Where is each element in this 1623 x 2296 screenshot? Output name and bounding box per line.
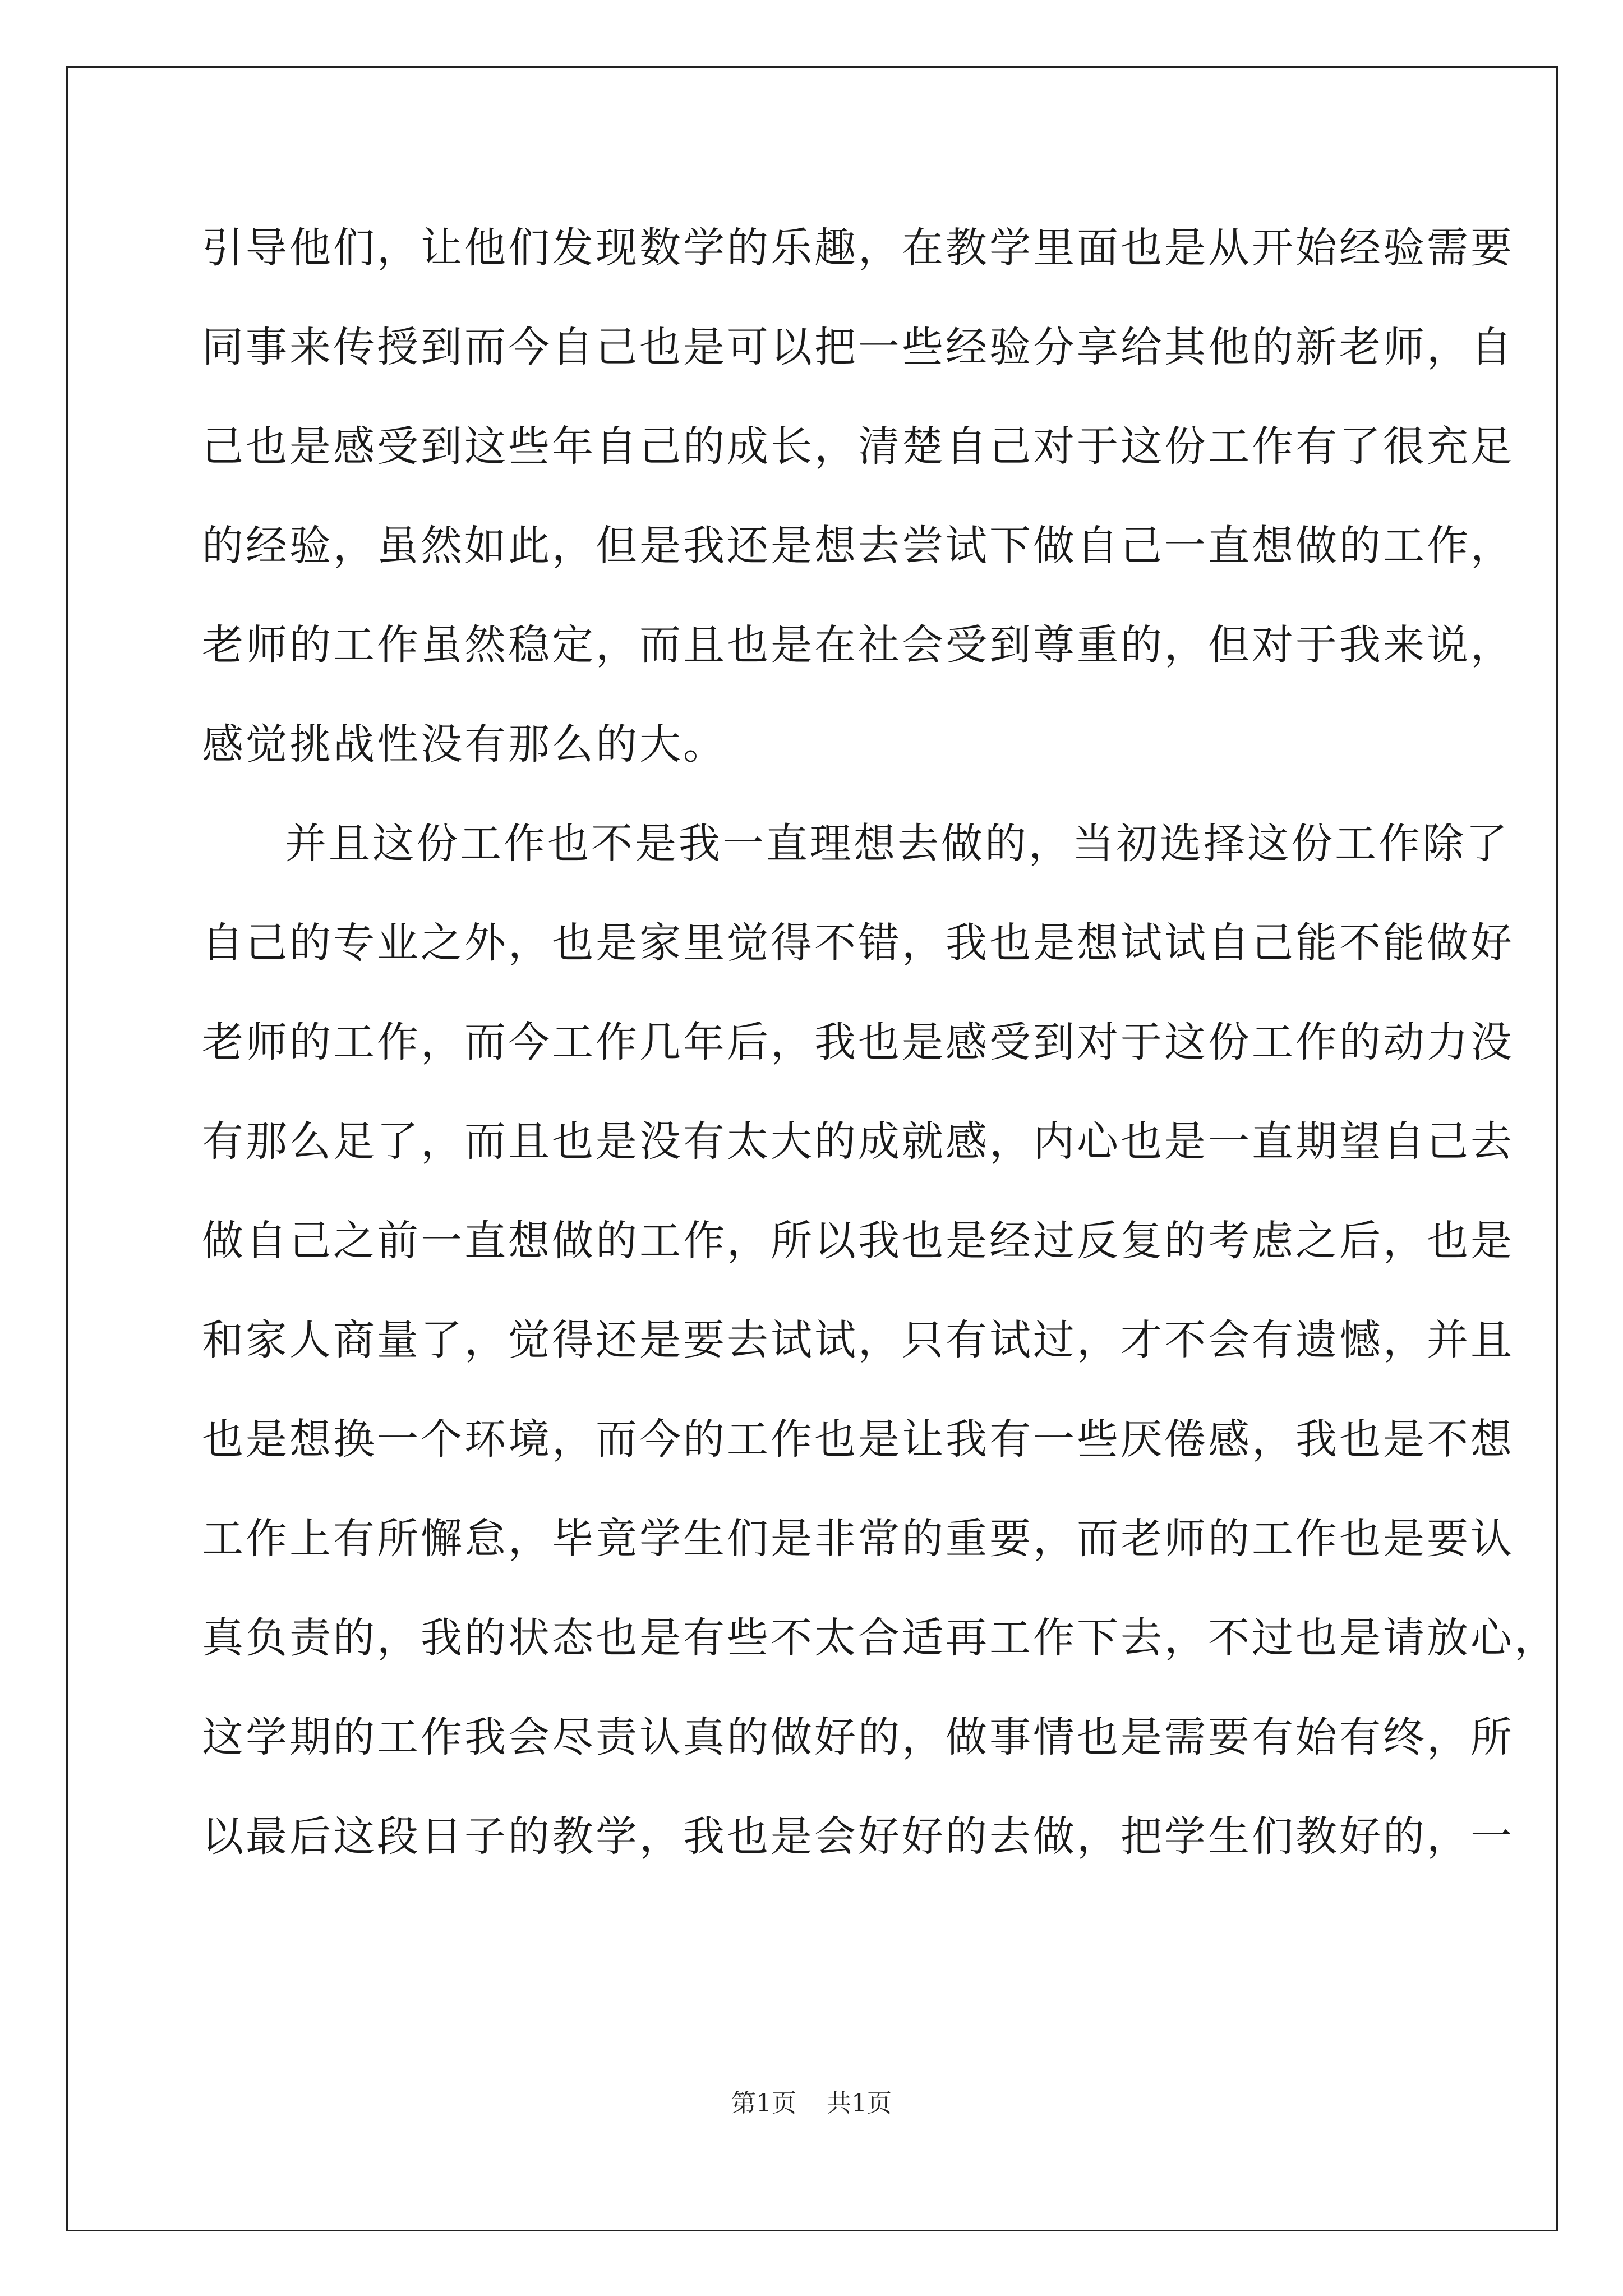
text-line: 真负责的，我的状态也是有些不太合适再工作下去，不过也是请放心， <box>202 1614 1558 1662</box>
text-line: 有那么足了，而且也是没有太大的成就感，内心也是一直期望自己去 <box>202 1117 1514 1166</box>
page-number-current: 第1页 <box>731 2089 796 2118</box>
text-line: 以最后这段日子的教学，我也是会好好的去做，把学生们教好的，一 <box>202 1812 1514 1861</box>
paragraph-start-line: 并且这份工作也不是我一直理想去做的，当初选择这份工作除了 <box>285 820 1510 868</box>
text-line: 这学期的工作我会尽责认真的做好的，做事情也是需要有始有终，所 <box>202 1713 1514 1761</box>
page-footer <box>0 2087 1623 2120</box>
text-line: 自己的专业之外，也是家里觉得不错，我也是想试试自己能不能做好 <box>202 919 1514 967</box>
text-line: 的经验，虽然如此，但是我还是想去尝试下做自己一直想做的工作， <box>202 522 1514 570</box>
text-line: 同事来传授到而今自己也是可以把一些经验分享给其他的新老师，自 <box>202 323 1514 371</box>
text-line: 感觉挑战性没有那么的大。 <box>202 720 727 769</box>
text-line: 己也是感受到这些年自己的成长，清楚自己对于这份工作有了很充足 <box>202 422 1514 471</box>
text-line: 和家人商量了，觉得还是要去试试，只有试过，才不会有遗憾，并且 <box>202 1316 1514 1364</box>
text-line: 做自己之前一直想做的工作，所以我也是经过反复的考虑之后，也是 <box>202 1217 1514 1265</box>
text-line: 老师的工作虽然稳定，而且也是在社会受到尊重的，但对于我来说， <box>202 621 1514 669</box>
text-line: 工作上有所懈怠，毕竟学生们是非常的重要，而老师的工作也是要认 <box>202 1515 1514 1563</box>
page-number-total: 共1页 <box>827 2089 892 2118</box>
text-line: 引导他们，让他们发现数学的乐趣，在教学里面也是从开始经验需要 <box>202 224 1514 272</box>
document-body <box>202 220 1558 1908</box>
text-line: 老师的工作，而今工作几年后，我也是感受到对于这份工作的动力没 <box>202 1018 1514 1066</box>
text-line: 也是想换一个环境，而今的工作也是让我有一些厌倦感，我也是不想 <box>202 1415 1514 1464</box>
